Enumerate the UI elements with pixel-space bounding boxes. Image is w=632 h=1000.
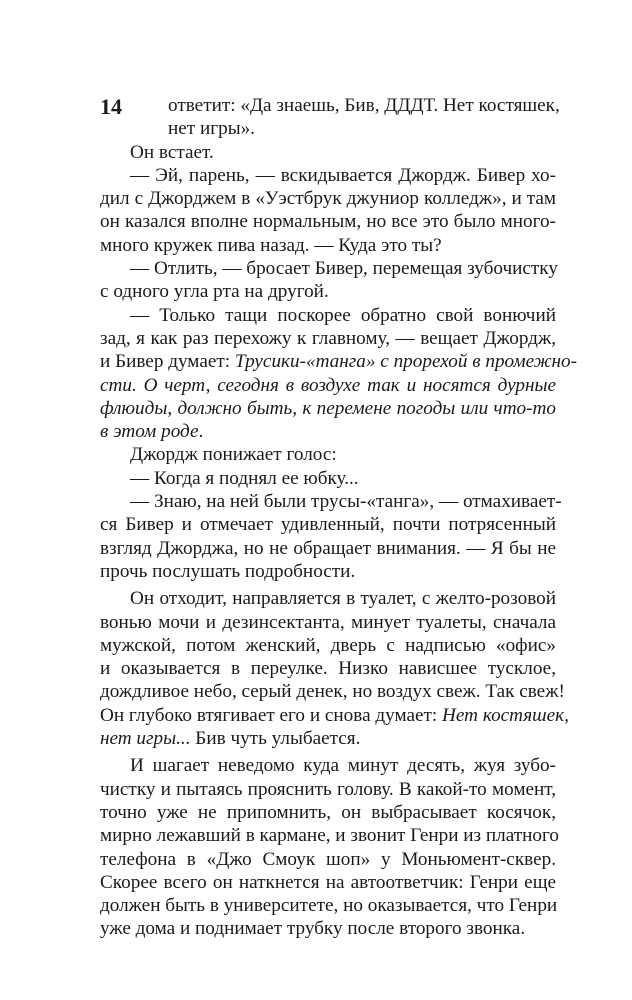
text-line xyxy=(100,537,556,560)
text-span: прочь послушать подробности. xyxy=(100,560,356,582)
text-span: и оказывается в переулке. Низко нависшее тусклое, xyxy=(100,658,556,680)
text-span: Он отходит, направляется в туалет, с желто-розовой xyxy=(130,588,556,610)
text-span: Бив чуть улыбается. xyxy=(190,728,361,750)
text-line xyxy=(100,374,556,397)
text-line xyxy=(100,894,556,917)
text-line xyxy=(100,490,562,513)
text-span: взгляд Джорджа, но не обращает внимания. — Я бы не xyxy=(100,537,556,559)
text-line xyxy=(100,560,556,583)
italic-text-span: флюиды, должно быть, к перемене погоды или что-то xyxy=(100,397,556,419)
text-span: он казался вполне нормальным, но все это было много- xyxy=(100,211,556,233)
text-line xyxy=(100,917,556,940)
text-span: уже дома и поднимает трубку после второго звонка. xyxy=(100,918,526,940)
text-line xyxy=(100,397,556,420)
text-line xyxy=(100,727,556,750)
text-line xyxy=(100,754,556,777)
text-line xyxy=(100,824,560,847)
text-span: мирно лежавший в кармане, и звонит Генри из платного xyxy=(100,825,560,847)
text-span: — Эй, парень, — вскидывается Джордж. Бивер хо- xyxy=(130,164,556,186)
text-line xyxy=(100,611,556,634)
text-line xyxy=(100,117,556,140)
text-span: мужской, потом женский, дверь с надписью «офис» xyxy=(100,634,556,656)
text-line xyxy=(100,141,556,164)
text-line xyxy=(100,704,569,727)
text-line xyxy=(100,164,556,187)
text-line xyxy=(100,680,565,703)
text-line xyxy=(100,657,556,680)
text-span: дил с Джорджем в «Уэстбрук джуниор колледж», и там xyxy=(100,188,556,210)
text-line xyxy=(100,280,556,303)
text-span: точно уже не припомнить, он выбрасывает косячок, xyxy=(100,801,556,823)
text-span: ответит: «Да знаешь, Бив, ДДДТ. Нет костяшек, xyxy=(168,95,560,116)
italic-text-span: нет игры... xyxy=(100,728,191,750)
text-span: нет игры». xyxy=(168,118,255,140)
text-line xyxy=(100,257,556,280)
text-line xyxy=(100,420,556,443)
text-line xyxy=(100,94,560,117)
text-span: . xyxy=(198,421,204,443)
text-line xyxy=(100,513,556,536)
text-line xyxy=(100,350,578,373)
text-span: ся Бивер и отмечает удивленный, почти потрясенный xyxy=(100,514,556,536)
text-span: должен быть в университете, но оказывается, что Генри xyxy=(100,895,558,917)
text-line xyxy=(100,443,556,466)
text-span: чистку и пытаясь прояснить голову. В какой-то момент, xyxy=(100,778,556,800)
text-line xyxy=(100,234,556,257)
text-span: зад, я как раз перехожу к главному, — вещает Джордж, xyxy=(100,327,556,349)
text-line xyxy=(100,587,556,610)
text-line xyxy=(100,801,556,824)
text-span: — Только тащи поскорее обратно свой вонючий xyxy=(130,304,556,326)
italic-text-span: сти. О черт, сегодня в воздухе так и носятся дурные xyxy=(100,374,556,396)
text-line xyxy=(100,848,556,871)
text-span: много кружек пива назад. — Куда это ты? xyxy=(100,234,442,256)
text-span: Джордж понижает голос: xyxy=(130,444,337,466)
text-line xyxy=(100,778,556,801)
text-span: с одного угла рта на другой. xyxy=(100,281,329,303)
text-span: Он встает. xyxy=(130,141,214,163)
text-span: — Знаю, на ней были трусы-«танга», — отмахивает- xyxy=(130,491,562,513)
text-span: дождливое небо, серый денек, но воздух свеж. Так свеж! xyxy=(100,681,565,703)
text-line xyxy=(100,871,556,894)
page-number: 14 xyxy=(100,94,122,119)
text-span: Скорее всего он наткнется на автоответчик: Генри еще xyxy=(100,871,556,893)
text-span: — Когда я поднял ее юбку... xyxy=(130,467,359,489)
book-text xyxy=(100,94,578,941)
italic-text-span: в этом роде xyxy=(100,421,199,443)
text-span: И шагает неведомо куда минут десять, жуя зубо- xyxy=(130,755,556,777)
text-line xyxy=(100,210,556,233)
text-span: и Бивер думает: xyxy=(100,351,235,373)
italic-text-span: Трусики-«танга» с прорехой в промежно- xyxy=(234,351,578,373)
text-line xyxy=(100,327,556,350)
italic-text-span: Нет костяшек, xyxy=(442,704,569,726)
text-line xyxy=(100,467,556,490)
text-span: — Отлить, — бросает Бивер, перемещая зубочистку xyxy=(130,258,558,280)
text-span: Он глубоко втягивает его и снова думает: xyxy=(100,704,443,726)
text-span: телефона в «Джо Смоук шоп» у Моньюмент-сквер. xyxy=(100,848,556,870)
text-line xyxy=(100,187,556,210)
text-span: вонью мочи и дезинсектанта, минует туалеты, сначала xyxy=(100,611,556,633)
text-line xyxy=(100,304,556,327)
text-line xyxy=(100,634,556,657)
